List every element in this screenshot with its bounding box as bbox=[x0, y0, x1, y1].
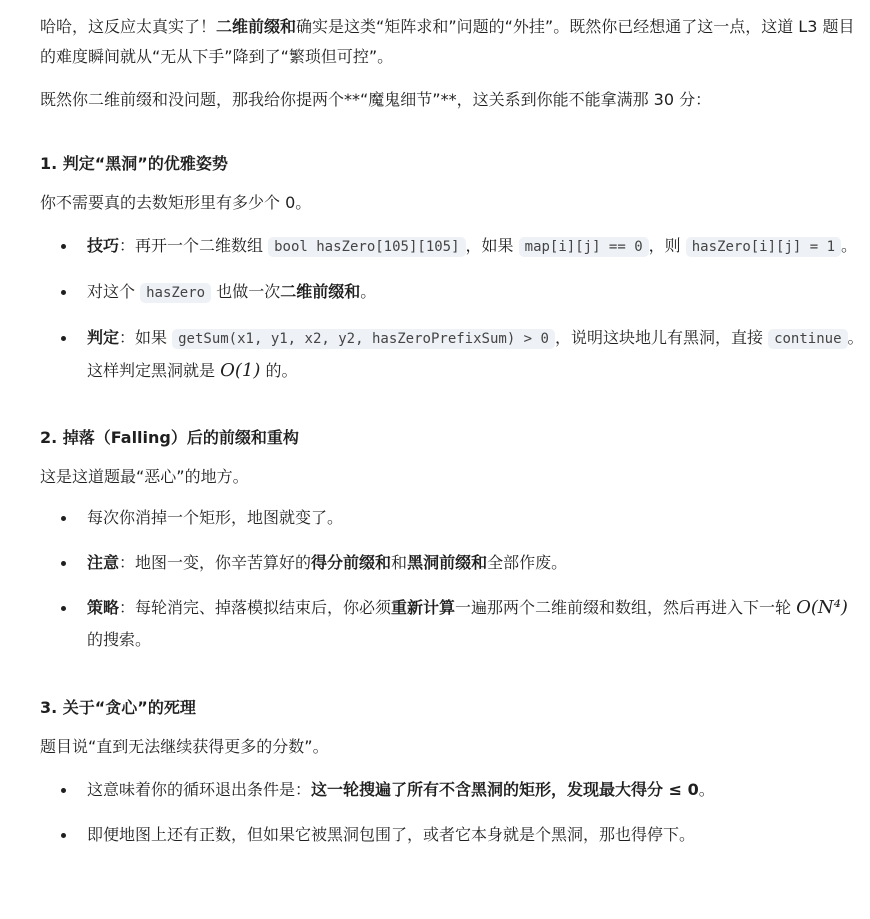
section-1-lead: 你不需要真的去数矩形里有多少个 0。 bbox=[40, 193, 312, 212]
intro-paragraph-1: 哈哈，这反应太真实了！二维前缀和确实是这类“矩阵求和”问题的“外挂”。既然你已经想通了这一点，这道 L3 题目的难度瞬间就从“无从下手”降到了“繁琐但可控”。 bbox=[40, 17, 855, 66]
section-3-heading: 3. 关于“贪心”的死理 bbox=[40, 698, 196, 717]
math-expression: O(N⁴) bbox=[796, 597, 848, 618]
list-item: 即便地图上还有正数，但如果它被黑洞包围了，或者它本身就是个黑洞，那也得停下。 bbox=[40, 819, 866, 851]
bold-prefix-sum: 二维前缀和 bbox=[216, 17, 297, 36]
list-item: 对这个 hasZero 也做一次二维前缀和。 bbox=[40, 276, 866, 309]
section-3-lead: 题目说“直到无法继续获得更多的分数”。 bbox=[40, 737, 329, 756]
list-item: 策略：每轮消完、掉落模拟结束后，你必须重新计算一遍那两个二维前缀和数组，然后再进入下一轮 O(N⁴) 的搜索。 bbox=[40, 592, 866, 656]
list-item: 注意：地图一变，你辛苦算好的得分前缀和和黑洞前缀和全部作废。 bbox=[40, 547, 866, 579]
code-inline: getSum(x1, y1, x2, y2, hasZeroPrefixSum) > 0 bbox=[172, 329, 555, 349]
code-inline: continue bbox=[768, 329, 847, 349]
math-expression: O(1) bbox=[220, 360, 261, 381]
section-1-heading: 1. 判定“黑洞”的优雅姿势 bbox=[40, 154, 228, 173]
code-inline: hasZero bbox=[140, 283, 211, 303]
section-1-list bbox=[40, 230, 866, 387]
response-body bbox=[40, 0, 866, 851]
code-inline: hasZero[i][j] = 1 bbox=[686, 237, 841, 257]
intro-paragraph-2: 既然你二维前缀和没问题，那我给你提两个**“魔鬼细节”**，这关系到你能不能拿满那 30 分： bbox=[40, 90, 712, 109]
section-3-list bbox=[40, 774, 866, 851]
list-item: 技巧：再开一个二维数组 bool hasZero[105][105] ，如果 map[i][j] == 0 ，则 hasZero[i][j] = 1 。 bbox=[40, 230, 866, 263]
list-item: 每次你消掉一个矩形，地图就变了。 bbox=[40, 502, 866, 534]
code-inline: bool hasZero[105][105] bbox=[268, 237, 465, 257]
code-inline: map[i][j] == 0 bbox=[519, 237, 649, 257]
list-item: 这意味着你的循环退出条件是：这一轮搜遍了所有不含黑洞的矩形，发现最大得分 ≤ 0。 bbox=[40, 774, 866, 806]
section-2-list bbox=[40, 502, 866, 656]
list-item: 判定：如果 getSum(x1, y1, x2, y2, hasZeroPrefixSum) > 0 ，说明这块地儿有黑洞，直接 continue 。这样判定黑洞就是 O(1) 的。 bbox=[40, 322, 866, 387]
section-2-lead: 这是这道题最“恶心”的地方。 bbox=[40, 467, 249, 486]
section-2-heading: 2. 掉落（Falling）后的前缀和重构 bbox=[40, 428, 299, 447]
